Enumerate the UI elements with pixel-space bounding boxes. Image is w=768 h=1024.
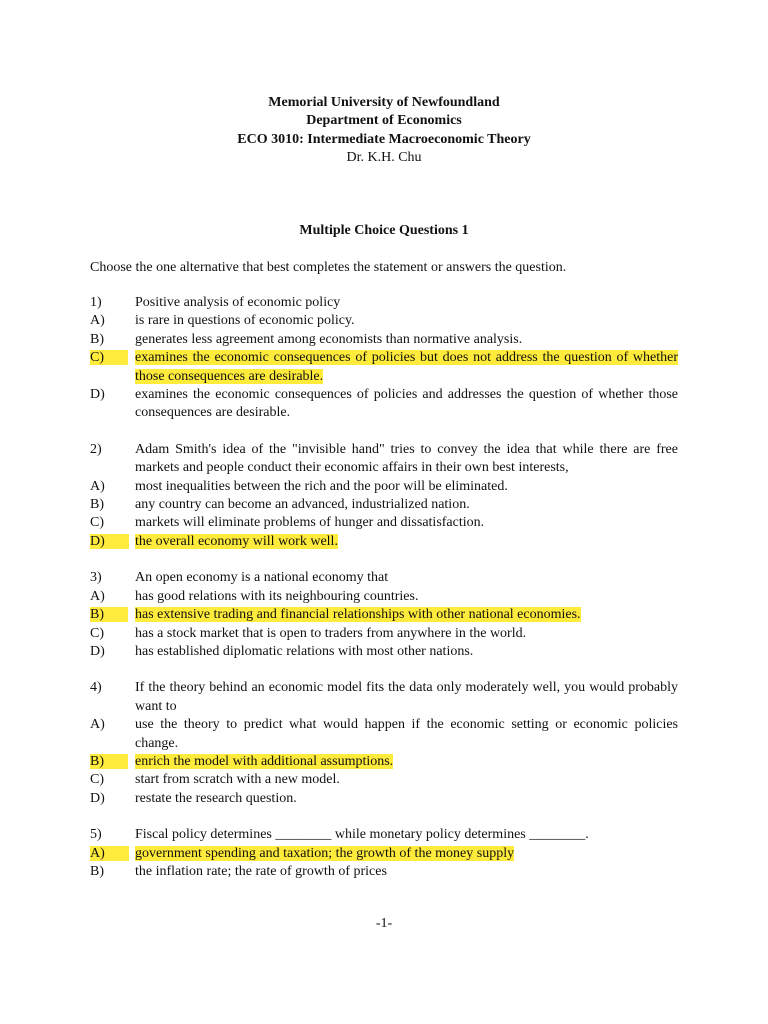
option-text-content: the inflation rate; the rate of growth of prices bbox=[135, 863, 387, 879]
option-letter bbox=[90, 716, 135, 734]
question-stem-row bbox=[90, 679, 678, 716]
answer-option bbox=[90, 771, 678, 789]
answer-option bbox=[90, 496, 678, 514]
answer-option bbox=[90, 588, 678, 606]
option-letter-text: B) bbox=[90, 497, 104, 513]
question-stem-row bbox=[90, 294, 678, 312]
question-number: 4) bbox=[90, 680, 102, 696]
option-text bbox=[135, 716, 678, 753]
option-text bbox=[135, 845, 678, 863]
option-text-content: use the theory to predict what would happen if the economic setting or economic policies change. bbox=[135, 717, 678, 751]
option-text-content: restate the research question. bbox=[135, 790, 297, 806]
question-stem-row bbox=[90, 441, 678, 478]
option-letter-text: B) bbox=[90, 863, 104, 879]
instructions-text: Choose the one alternative that best completes the statement or answers the question. bbox=[90, 260, 567, 275]
question-number: 3) bbox=[90, 570, 102, 586]
question-stem: If the theory behind an economic model fits the data only moderately well, you would probably want to bbox=[135, 680, 678, 714]
question-stem: Fiscal policy determines ________ while monetary policy determines ________. bbox=[135, 827, 589, 843]
option-letter-text: D) bbox=[90, 643, 105, 659]
option-text-content: markets will eliminate problems of hunger and dissatisfaction. bbox=[135, 515, 485, 531]
answer-option-highlighted bbox=[90, 845, 678, 863]
option-letter bbox=[90, 643, 135, 661]
option-text bbox=[135, 349, 678, 386]
page-number: -1- bbox=[375, 916, 393, 931]
page-title: Multiple Choice Questions 1 bbox=[299, 223, 469, 238]
option-letter bbox=[90, 625, 135, 643]
option-text-content: the overall economy will work well. bbox=[135, 533, 338, 549]
option-letter bbox=[90, 790, 135, 808]
option-text bbox=[135, 790, 678, 808]
option-text-content: enrich the model with additional assumptions. bbox=[135, 753, 394, 769]
question-block bbox=[90, 441, 678, 551]
option-letter bbox=[90, 496, 135, 514]
question-stem: Positive analysis of economic policy bbox=[135, 295, 341, 310]
option-text-content: has extensive trading and financial relationships with other national economies. bbox=[135, 607, 581, 623]
option-text-content: government spending and taxation; the growth of the money supply bbox=[135, 845, 515, 861]
option-letter-text: A) bbox=[90, 717, 105, 733]
answer-option bbox=[90, 716, 678, 753]
option-letter-text: A) bbox=[90, 588, 105, 604]
answer-option-highlighted bbox=[90, 349, 678, 386]
option-letter-text: B) bbox=[90, 607, 128, 622]
answer-option bbox=[90, 478, 678, 496]
question-block bbox=[90, 569, 678, 661]
answer-option bbox=[90, 386, 678, 423]
option-letter-text: C) bbox=[90, 350, 128, 365]
option-letter bbox=[90, 771, 135, 789]
option-text bbox=[135, 478, 678, 496]
option-letter-text: C) bbox=[90, 515, 104, 531]
option-text bbox=[135, 606, 678, 624]
option-letter-text: D) bbox=[90, 534, 129, 549]
question-block bbox=[90, 826, 678, 881]
question-stem-row bbox=[90, 826, 678, 844]
question-number: 5) bbox=[90, 827, 102, 843]
answer-option bbox=[90, 863, 678, 881]
answer-option bbox=[90, 331, 678, 349]
option-letter bbox=[90, 606, 135, 624]
question-number: 2) bbox=[90, 441, 102, 457]
option-text bbox=[135, 771, 678, 789]
option-text-content: most inequalities between the rich and the poor will be eliminated. bbox=[135, 478, 508, 494]
answer-option bbox=[90, 514, 678, 532]
option-text bbox=[135, 863, 678, 881]
option-letter-text: C) bbox=[90, 625, 104, 641]
option-text bbox=[135, 312, 678, 330]
option-text bbox=[135, 625, 678, 643]
option-text-content: is rare in questions of economic policy. bbox=[135, 313, 355, 329]
option-text-content: any country can become an advanced, industrialized nation. bbox=[135, 497, 470, 513]
question-stem-row bbox=[90, 569, 678, 587]
question-stem: An open economy is a national economy that bbox=[135, 570, 389, 586]
answer-option-highlighted bbox=[90, 753, 678, 771]
question-stem: Adam Smith's idea of the "invisible hand" tries to convey the idea that while there are free markets and people conduct their economic affairs in their own best interests, bbox=[135, 441, 678, 476]
question-number: 1) bbox=[90, 295, 102, 310]
option-text bbox=[135, 643, 678, 661]
option-text-content: has good relations with its neighbouring countries. bbox=[135, 588, 419, 604]
option-letter bbox=[90, 863, 135, 881]
answer-option bbox=[90, 790, 678, 808]
option-text bbox=[135, 533, 678, 551]
option-letter bbox=[90, 312, 135, 330]
option-text-content: has established diplomatic relations with most other nations. bbox=[135, 643, 474, 659]
answer-option-highlighted bbox=[90, 606, 678, 624]
option-letter bbox=[90, 349, 135, 367]
document-header bbox=[0, 94, 768, 168]
option-text bbox=[135, 496, 678, 514]
option-letter bbox=[90, 588, 135, 606]
question-block bbox=[90, 294, 678, 423]
option-letter bbox=[90, 845, 135, 863]
option-text-content: has a stock market that is open to traders from anywhere in the world. bbox=[135, 625, 527, 641]
answer-option-highlighted bbox=[90, 533, 678, 551]
instructor-name: Dr. K.H. Chu bbox=[346, 150, 422, 166]
answer-option bbox=[90, 312, 678, 330]
option-letter bbox=[90, 478, 135, 496]
option-text bbox=[135, 331, 678, 349]
option-letter bbox=[90, 533, 135, 551]
option-text-content: examines the economic consequences of policies and addresses the question of whether those consequences are desirable. bbox=[135, 387, 678, 421]
option-letter-text: D) bbox=[90, 790, 105, 806]
option-letter-text: A) bbox=[90, 478, 105, 494]
option-letter bbox=[90, 386, 135, 404]
question-list bbox=[90, 294, 678, 899]
option-letter-text: B) bbox=[90, 331, 104, 347]
option-text bbox=[135, 514, 678, 532]
option-letter bbox=[90, 514, 135, 532]
option-text bbox=[135, 588, 678, 606]
option-letter bbox=[90, 331, 135, 349]
department-name: Department of Economics bbox=[306, 113, 462, 129]
option-letter-text: D) bbox=[90, 387, 105, 403]
option-letter-text: B) bbox=[90, 754, 128, 769]
option-text-content: generates less agreement among economists than normative analysis. bbox=[135, 331, 523, 347]
option-text-content: start from scratch with a new model. bbox=[135, 772, 340, 788]
option-text bbox=[135, 386, 678, 423]
option-text bbox=[135, 753, 678, 771]
answer-option bbox=[90, 643, 678, 661]
option-text-content: examines the economic consequences of policies but does not address the question of whether those consequences are desirable. bbox=[135, 350, 678, 384]
option-letter-text: C) bbox=[90, 772, 104, 788]
option-letter-text: A) bbox=[90, 846, 129, 861]
option-letter-text: A) bbox=[90, 313, 105, 329]
course-title: ECO 3010: Intermediate Macroeconomic Theory bbox=[237, 131, 531, 147]
answer-option bbox=[90, 625, 678, 643]
university-name: Memorial University of Newfoundland bbox=[268, 95, 500, 110]
option-letter bbox=[90, 753, 135, 771]
question-block bbox=[90, 679, 678, 808]
